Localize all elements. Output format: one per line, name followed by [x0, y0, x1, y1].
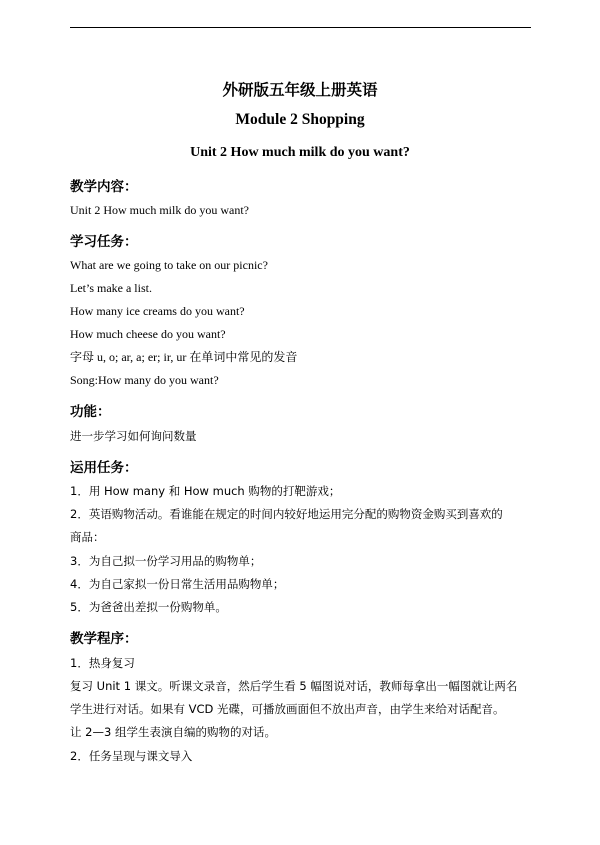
procedure-line: 让 2—3 组学生表演自编的购物的对话。	[70, 725, 276, 739]
function-heading: 功能：	[70, 404, 111, 420]
document-title: 外研版五年级上册英语	[222, 81, 378, 99]
procedure-heading: 教学程序：	[70, 631, 138, 647]
function-line: 进一步学习如何询问数量	[70, 429, 197, 443]
procedure-line: 学生进行对话。如果有 VCD 光碟，可播放画面但不放出声音，由学生来给对话配音。	[70, 702, 505, 716]
procedure-line: 2．任务呈现与课文导入	[70, 749, 193, 763]
application-heading: 运用任务：	[70, 460, 138, 476]
tasks-line: What are we going to take on our picnic?	[70, 258, 268, 272]
tasks-heading: 学习任务：	[70, 234, 138, 250]
tasks-line: Let’s make a list.	[70, 281, 152, 295]
procedure-line: 1．热身复习	[70, 656, 135, 670]
unit-title: Unit 2 How much milk do you want?	[190, 145, 410, 160]
application-line: 5．为爸爸出差拟一份购物单。	[70, 600, 227, 614]
application-line: 1．用 How many 和 How much 购物的打靶游戏；	[70, 484, 341, 498]
tasks-line: 字母 u, o; ar, a; er; ir, ur 在单词中常见的发音	[70, 350, 298, 364]
procedure-line: 复习 Unit 1 课文。听课文录音，然后学生看 5 幅图说对话，教师每拿出一幅图就让两名	[70, 679, 518, 693]
content-heading: 教学内容：	[70, 179, 138, 195]
module-title: Module 2 Shopping	[235, 111, 365, 128]
application-line: 4．为自己家拟一份日常生活用品购物单；	[70, 577, 285, 591]
header-rule	[70, 27, 531, 28]
tasks-line: How much cheese do you want?	[70, 327, 226, 341]
application-line: 商品：	[70, 530, 105, 544]
tasks-line: Song:How many do you want?	[70, 373, 219, 387]
application-line: 2．英语购物活动。看谁能在规定的时间内较好地运用完分配的购物资金购买到喜欢的	[70, 507, 503, 521]
application-line: 3．为自己拟一份学习用品的购物单；	[70, 554, 262, 568]
tasks-line: How many ice creams do you want?	[70, 304, 245, 318]
content-line: Unit 2 How much milk do you want?	[70, 203, 249, 217]
